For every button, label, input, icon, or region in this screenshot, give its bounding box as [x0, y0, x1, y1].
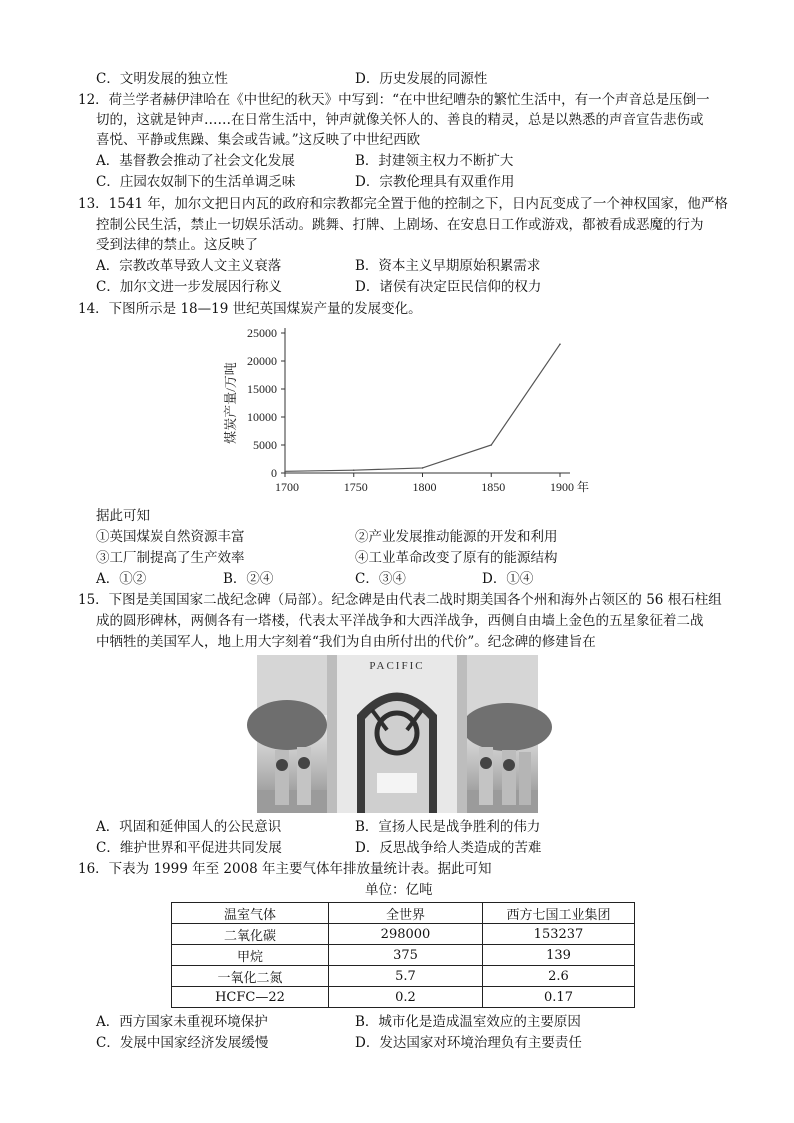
y-tick-label: 0	[271, 466, 277, 480]
q15-option-b: B．宣扬人民是战争胜利的伟力	[355, 819, 541, 835]
q13-option-d: D．诸侯有决定臣民信仰的权力	[355, 279, 542, 295]
q15-stem-line1: 15．下图是美国国家二战纪念碑（局部）。纪念碑是由代表二战时期美国各个州和海外占领区的 56 根石柱组	[78, 592, 722, 608]
table-cell: HCFC—22	[172, 987, 329, 1008]
data-point	[422, 467, 424, 469]
q15-option-c: C．维护世界和平促进共同发展	[96, 840, 282, 856]
chart-y-ticks	[247, 326, 285, 480]
q13-option-c: C．加尔文进一步发展因行称义	[96, 279, 282, 295]
table-cell: 153237	[483, 924, 635, 945]
x-tick-label: 1800	[412, 480, 437, 494]
table-cell: 5.7	[329, 966, 483, 987]
x-tick-label: 1850	[481, 480, 506, 494]
q13-option-a: A．宗教改革导致人文主义衰落	[96, 258, 282, 274]
q12-option-d: D．宗教伦理具有双重作用	[355, 174, 515, 190]
coal-output-line	[285, 344, 560, 471]
q14-option-a: A．①②	[96, 571, 147, 587]
q14-item-4: ④工业革命改变了原有的能源结构	[355, 550, 558, 566]
table-cell: 139	[483, 945, 635, 966]
table-row	[172, 945, 635, 966]
q13-stem-line3: 受到法律的禁止。这反映了	[96, 237, 258, 253]
table-cell: 375	[329, 945, 483, 966]
q15-option-a: A．巩固和延伸国人的公民意识	[96, 819, 282, 835]
chart-y-axis-label: 煤炭产量/万吨	[223, 362, 238, 444]
memorial-inscription: PACIFIC	[369, 660, 425, 672]
q14-option-c: C．③④	[355, 571, 406, 587]
q14-item-3: ③工厂制提高了生产效率	[96, 550, 245, 566]
q14-item-2: ②产业发展推动能源的开发和利用	[355, 529, 558, 545]
q12-stem-line3: 喜悦、平静或焦躁、集会或告诫。”这反映了中世纪西欧	[96, 132, 421, 148]
x-tick-label: 1750	[343, 480, 368, 494]
q12-option-c: C．庄园农奴制下的生活单调乏味	[96, 174, 296, 190]
q16-option-a: A．西方国家未重视环境保护	[96, 1014, 268, 1030]
q13-option-b: B．资本主义早期原始积累需求	[355, 258, 541, 274]
memorial-photo	[257, 655, 538, 813]
q14-stem: 14．下图所示是 18—19 世纪英国煤炭产量的发展变化。	[78, 301, 422, 317]
q15-stem-line3: 中牺牲的美国军人，地上用大字刻着“我们为自由所付出的代价”。纪念碑的修建旨在	[96, 634, 596, 650]
table-header-row	[172, 903, 635, 924]
q14-option-d: D．①④	[482, 571, 534, 587]
y-tick-label: 10000	[247, 410, 277, 424]
q14-option-b: B．②④	[223, 571, 274, 587]
q16-stem: 16．下表为 1999 年至 2008 年主要气体年排放量统计表。据此可知	[78, 861, 492, 877]
q14-after-text: 据此可知	[96, 508, 150, 524]
y-tick-label: 25000	[247, 326, 277, 340]
table-row	[172, 987, 635, 1008]
q16-option-b: B．城市化是造成温室效应的主要原因	[355, 1014, 581, 1030]
data-point	[353, 469, 355, 471]
q11-option-d: D．历史发展的同源性	[355, 71, 488, 87]
q16-option-d: D．发达国家对环境治理负有主要责任	[355, 1035, 582, 1051]
chart-axes	[285, 328, 570, 473]
q13-stem-line1: 13．1541 年，加尔文把日内瓦的政府和宗教都完全置于他的控制之下，日内瓦变成了一个神权国家，他严格	[78, 196, 728, 212]
q16-option-c: C．发展中国家经济发展缓慢	[96, 1035, 269, 1051]
coal-output-chart	[215, 318, 590, 503]
table-row	[172, 924, 635, 945]
chart-series	[284, 343, 561, 472]
table-cell: 2.6	[483, 966, 635, 987]
table-cell: 298000	[329, 924, 483, 945]
chart-x-ticks	[275, 473, 589, 494]
q12-stem-line1: 12．荷兰学者赫伊津哈在《中世纪的秋天》中写到：“在中世纪嘈杂的繁忙生活中，有一个声音总是压倒一	[78, 92, 710, 108]
q13-stem-line2: 控制公民生活，禁止一切娱乐活动。跳舞、打牌、上剧场、在安息日工作或游戏，都被看成恶魔的行为	[96, 217, 704, 233]
data-point	[559, 343, 561, 345]
table-header-cell: 全世界	[329, 903, 483, 924]
emissions-table	[171, 902, 635, 1008]
q15-stem-line2: 成的圆形碑林，两侧各有一塔楼，代表太平洋战争和大西洋战争，西侧自由墙上金色的五星象征着二战	[96, 613, 704, 629]
q11-option-c: C．文明发展的独立性	[96, 71, 228, 87]
q16-table-unit: 单位：亿吨	[365, 882, 433, 898]
x-tick-label: 1700	[275, 480, 299, 494]
q12-option-a: A．基督教会推动了社会文化发展	[96, 153, 295, 169]
y-tick-label: 20000	[247, 354, 277, 368]
q12-option-b: B．封建领主权力不断扩大	[355, 153, 514, 169]
data-point	[284, 471, 286, 473]
table-cell: 一氧化二氮	[172, 966, 329, 987]
table-cell: 甲烷	[172, 945, 329, 966]
table-header-cell: 西方七国工业集团	[483, 903, 635, 924]
q14-item-1: ①英国煤炭自然资源丰富	[96, 529, 245, 545]
x-tick-label: 1900 年	[550, 480, 590, 494]
q12-stem-line2: 切的，这就是钟声……在日常生活中，钟声就像关怀人的、善良的精灵，总是以熟悉的声音宣告悲伤或	[96, 112, 704, 128]
y-tick-label: 15000	[247, 382, 277, 396]
table-cell: 二氧化碳	[172, 924, 329, 945]
table-cell: 0.2	[329, 987, 483, 1008]
table-cell: 0.17	[483, 987, 635, 1008]
table-header-cell: 温室气体	[172, 903, 329, 924]
table-row	[172, 966, 635, 987]
q15-option-d: D．反思战争给人类造成的苦难	[355, 840, 542, 856]
y-tick-label: 5000	[253, 438, 277, 452]
data-point	[490, 444, 492, 446]
